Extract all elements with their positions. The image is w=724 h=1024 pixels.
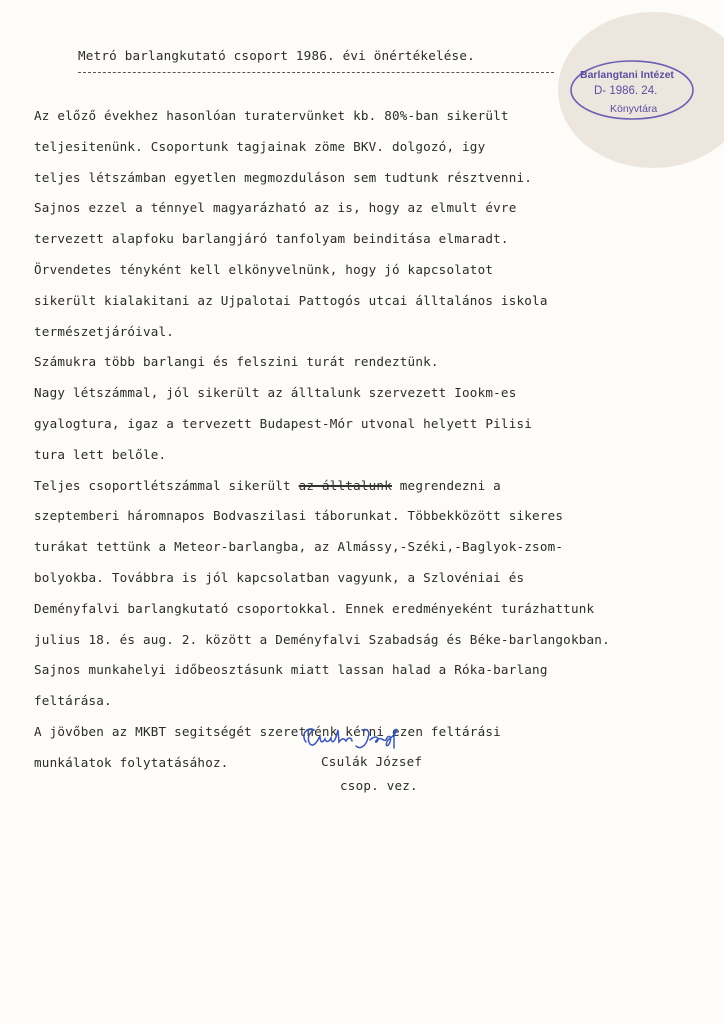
body-line xyxy=(34,501,610,532)
body-line xyxy=(34,255,610,286)
line-text: Örvendetes tényként kell elkönyvelnünk, hogy jó kapcsolatot xyxy=(34,261,494,277)
body-line xyxy=(34,471,610,502)
title-underline xyxy=(78,72,554,73)
body-line xyxy=(34,440,610,471)
line-text: gyalogtura, igaz a tervezett Budapest-Mór utvonal helyett Pilisi xyxy=(34,415,533,431)
stamp-institute: Barlangtani Intézet xyxy=(580,69,674,81)
line-text: Az előző évekhez hasonlóan turatervünket kb. 80%-ban sikerült xyxy=(34,108,509,123)
stamp-library: Könyvtára xyxy=(610,103,658,115)
body-line xyxy=(34,193,610,224)
line-text: A jövőben az MKBT segitségét szeretnénk kérni ezen feltárási xyxy=(34,723,501,739)
body-line xyxy=(34,132,610,163)
line-text: Nagy létszámmal, jól sikerült az álltalunk szervezett Iookm-es xyxy=(34,385,517,401)
document-title: Metró barlangkutató csoport 1986. évi önértékelése. xyxy=(78,48,475,63)
signer-title: csop. vez. xyxy=(340,778,418,793)
line-text: Deményfalvi barlangkutató csoportokkal. Ennek eredményeként turázhattunk xyxy=(34,600,595,616)
line-text: sikerült kialakitani az Ujpalotai Pattogós utcai álltalános iskola xyxy=(34,292,548,308)
line-text: teljesitenünk. Csoportunk tagjainak zöme BKV. dolgozó, igy xyxy=(34,138,486,154)
line-text: julius 18. és aug. 2. között a Deményfalvi Szabadság és Béke-barlangokban. xyxy=(34,631,610,647)
body-line xyxy=(34,409,610,440)
signer-name: Csulák József xyxy=(321,754,423,769)
line-text: szeptemberi háromnapos Bodvaszilasi táborunkat. Többekközött sikeres xyxy=(34,508,564,524)
body-line xyxy=(34,224,610,255)
line-text: Sajnos ezzel a ténnyel magyarázható az is, hogy az elmult évre xyxy=(34,200,517,216)
body-line xyxy=(34,317,610,348)
body-line xyxy=(34,286,610,317)
body-line xyxy=(34,378,610,409)
body-line xyxy=(34,163,610,194)
body-line xyxy=(34,686,610,717)
body-line xyxy=(34,347,610,378)
stamp-number: D- 1986. 24. xyxy=(594,85,658,97)
line-text: tervezett alapfoku barlangjáró tanfolyam beinditása elmaradt. xyxy=(34,231,509,247)
body-line xyxy=(34,655,610,686)
line-text: tura lett belőle. xyxy=(34,446,167,462)
body-line xyxy=(34,563,610,594)
handwritten-signature xyxy=(298,722,408,756)
line-text: turákat tettünk a Meteor-barlangba, az Almássy,-Széki,-Baglyok-zsom- xyxy=(34,539,564,555)
line-text: Teljes csoportlétszámmal sikerült xyxy=(34,477,299,493)
body-line xyxy=(34,625,610,656)
line-text: bolyokba. Továbbra is jól kapcsolatban vagyunk, a Szlovéniai és xyxy=(34,569,525,585)
line-text: megrendezni a xyxy=(391,477,501,493)
line-text: Sajnos munkahelyi időbeosztásunk miatt lassan halad a Róka-barlang xyxy=(34,662,548,678)
line-text: munkálatok folytatásához. xyxy=(34,754,229,770)
line-text: Számukra több barlangi és felszini turát rendeztünk. xyxy=(34,354,439,370)
body-line xyxy=(34,532,610,563)
line-text: teljes létszámban egyetlen megmozduláson sem tudtunk résztvenni. xyxy=(34,169,533,185)
body-line xyxy=(34,101,610,132)
line-text: természetjáróival. xyxy=(34,323,175,339)
body-line xyxy=(34,594,610,625)
line-text: feltárása. xyxy=(34,693,112,709)
document-body xyxy=(34,101,610,779)
struck-text: az álltalunk xyxy=(298,477,392,493)
